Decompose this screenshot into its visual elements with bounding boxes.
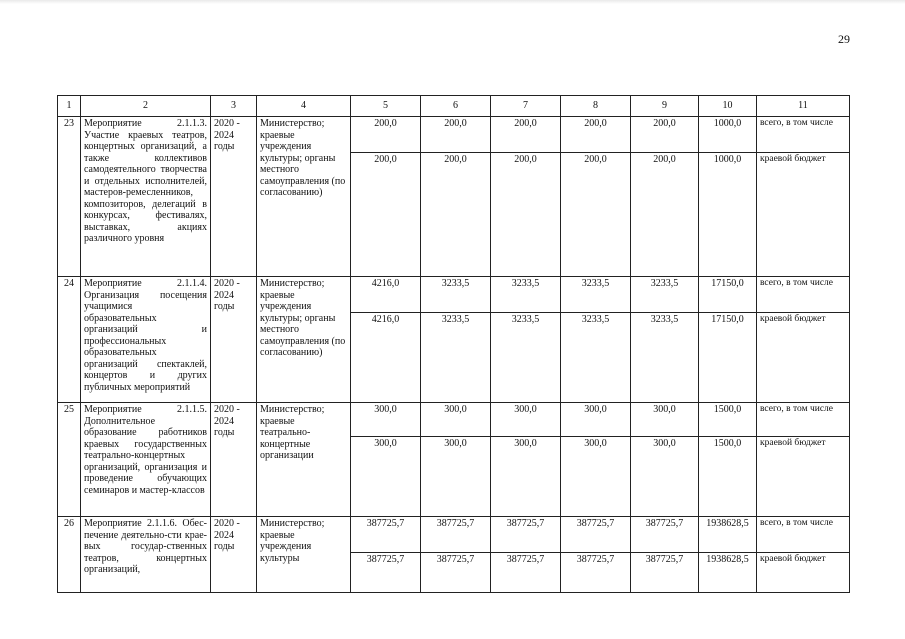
funding-source: всего, в том числе (757, 517, 850, 553)
table-row (58, 117, 850, 153)
funding-value: 387725,7 (351, 553, 421, 593)
funding-value: 387725,7 (631, 517, 699, 553)
funding-source: краевой бюджет (757, 553, 850, 593)
column-number: 8 (561, 96, 631, 117)
executor: Министерство; краевые учреждения культуры; органы местного самоуправления (по согласованию) (257, 117, 351, 277)
executor: Министерство; краевые театрально-концертные организации (257, 403, 351, 517)
funding-value: 300,0 (421, 437, 491, 517)
funding-value: 200,0 (421, 153, 491, 277)
funding-value: 387725,7 (491, 517, 561, 553)
table-row (58, 277, 850, 313)
column-number: 10 (699, 96, 757, 117)
funding-total: 1500,0 (699, 403, 757, 437)
funding-total: 1938628,5 (699, 517, 757, 553)
activity-name: Мероприятие 2.1.1.3. Участие краевых театров, концертных организаций, а также коллективов самодеятельного творчества и отдельных исполнителей, мастеров-ремесленников, композиторов, делегаций в конкурсах, фестивалях, выставках, акциях различного уровня (81, 117, 211, 277)
row-number: 24 (58, 277, 81, 403)
executor: Министерство; краевые учреждения культуры; органы местного самоуправления (по согласованию) (257, 277, 351, 403)
funding-value: 200,0 (491, 153, 561, 277)
funding-value: 200,0 (351, 117, 421, 153)
funding-value: 3233,5 (561, 313, 631, 403)
funding-value: 200,0 (561, 117, 631, 153)
funding-total: 17150,0 (699, 277, 757, 313)
funding-total: 17150,0 (699, 313, 757, 403)
funding-value: 200,0 (561, 153, 631, 277)
funding-value: 300,0 (351, 403, 421, 437)
row-number: 26 (58, 517, 81, 593)
funding-value: 4216,0 (351, 313, 421, 403)
funding-source: всего, в том числе (757, 403, 850, 437)
row-number: 25 (58, 403, 81, 517)
column-number: 2 (81, 96, 211, 117)
funding-value: 300,0 (351, 437, 421, 517)
program-activities-table (57, 95, 850, 593)
funding-value: 3233,5 (561, 277, 631, 313)
funding-value: 387725,7 (421, 553, 491, 593)
funding-value: 387725,7 (561, 553, 631, 593)
funding-source: краевой бюджет (757, 437, 850, 517)
column-number-header-row (58, 96, 850, 117)
scan-edge-shading (0, 0, 905, 4)
funding-value: 300,0 (561, 437, 631, 517)
funding-value: 387725,7 (421, 517, 491, 553)
funding-value: 300,0 (631, 403, 699, 437)
funding-value: 387725,7 (631, 553, 699, 593)
funding-value: 300,0 (491, 437, 561, 517)
column-number: 7 (491, 96, 561, 117)
page-number: 29 (838, 32, 850, 46)
funding-value: 200,0 (351, 153, 421, 277)
funding-value: 3233,5 (421, 277, 491, 313)
activity-name: Мероприятие 2.1.1.4. Организация посещения учащимися образовательных организаций и профессиональных образовательных организаций спектаклей, концертов и других публичных мероприятий (81, 277, 211, 403)
funding-value: 200,0 (631, 153, 699, 277)
funding-value: 300,0 (491, 403, 561, 437)
column-number: 9 (631, 96, 699, 117)
activity-name: Мероприятие 2.1.1.6. Обес-печение деятельно-сти крае-вых государ-ственных театров, концертных организаций, (81, 517, 211, 593)
funding-value: 200,0 (631, 117, 699, 153)
funding-source: всего, в том числе (757, 117, 850, 153)
funding-source: всего, в том числе (757, 277, 850, 313)
funding-value: 200,0 (421, 117, 491, 153)
funding-source: краевой бюджет (757, 153, 850, 277)
column-number: 4 (257, 96, 351, 117)
funding-value: 300,0 (561, 403, 631, 437)
column-number: 3 (211, 96, 257, 117)
funding-value: 300,0 (631, 437, 699, 517)
funding-value: 3233,5 (421, 313, 491, 403)
column-number: 6 (421, 96, 491, 117)
funding-value: 3233,5 (491, 313, 561, 403)
funding-value: 3233,5 (631, 277, 699, 313)
table-row (58, 403, 850, 437)
funding-total: 1000,0 (699, 153, 757, 277)
implementation-period: 2020 - 2024 годы (211, 403, 257, 517)
funding-value: 387725,7 (351, 517, 421, 553)
funding-source: краевой бюджет (757, 313, 850, 403)
column-number: 1 (58, 96, 81, 117)
funding-total: 1000,0 (699, 117, 757, 153)
executor: Министерство; краевые учреждения культуры (257, 517, 351, 593)
funding-value: 3233,5 (631, 313, 699, 403)
funding-value: 4216,0 (351, 277, 421, 313)
column-number: 5 (351, 96, 421, 117)
funding-value: 300,0 (421, 403, 491, 437)
implementation-period: 2020 - 2024 годы (211, 117, 257, 277)
funding-value: 387725,7 (561, 517, 631, 553)
column-number: 11 (757, 96, 850, 117)
funding-total: 1938628,5 (699, 553, 757, 593)
funding-total: 1500,0 (699, 437, 757, 517)
row-number: 23 (58, 117, 81, 277)
funding-value: 3233,5 (491, 277, 561, 313)
table-row (58, 517, 850, 553)
funding-value: 200,0 (491, 117, 561, 153)
implementation-period: 2020 - 2024 годы (211, 277, 257, 403)
funding-value: 387725,7 (491, 553, 561, 593)
implementation-period: 2020 - 2024 годы (211, 517, 257, 593)
activity-name: Мероприятие 2.1.1.5. Дополнительное образование работников краевых государственных театрально-концертных организаций, организация и проведение обучающих семинаров и мастер-классов (81, 403, 211, 517)
